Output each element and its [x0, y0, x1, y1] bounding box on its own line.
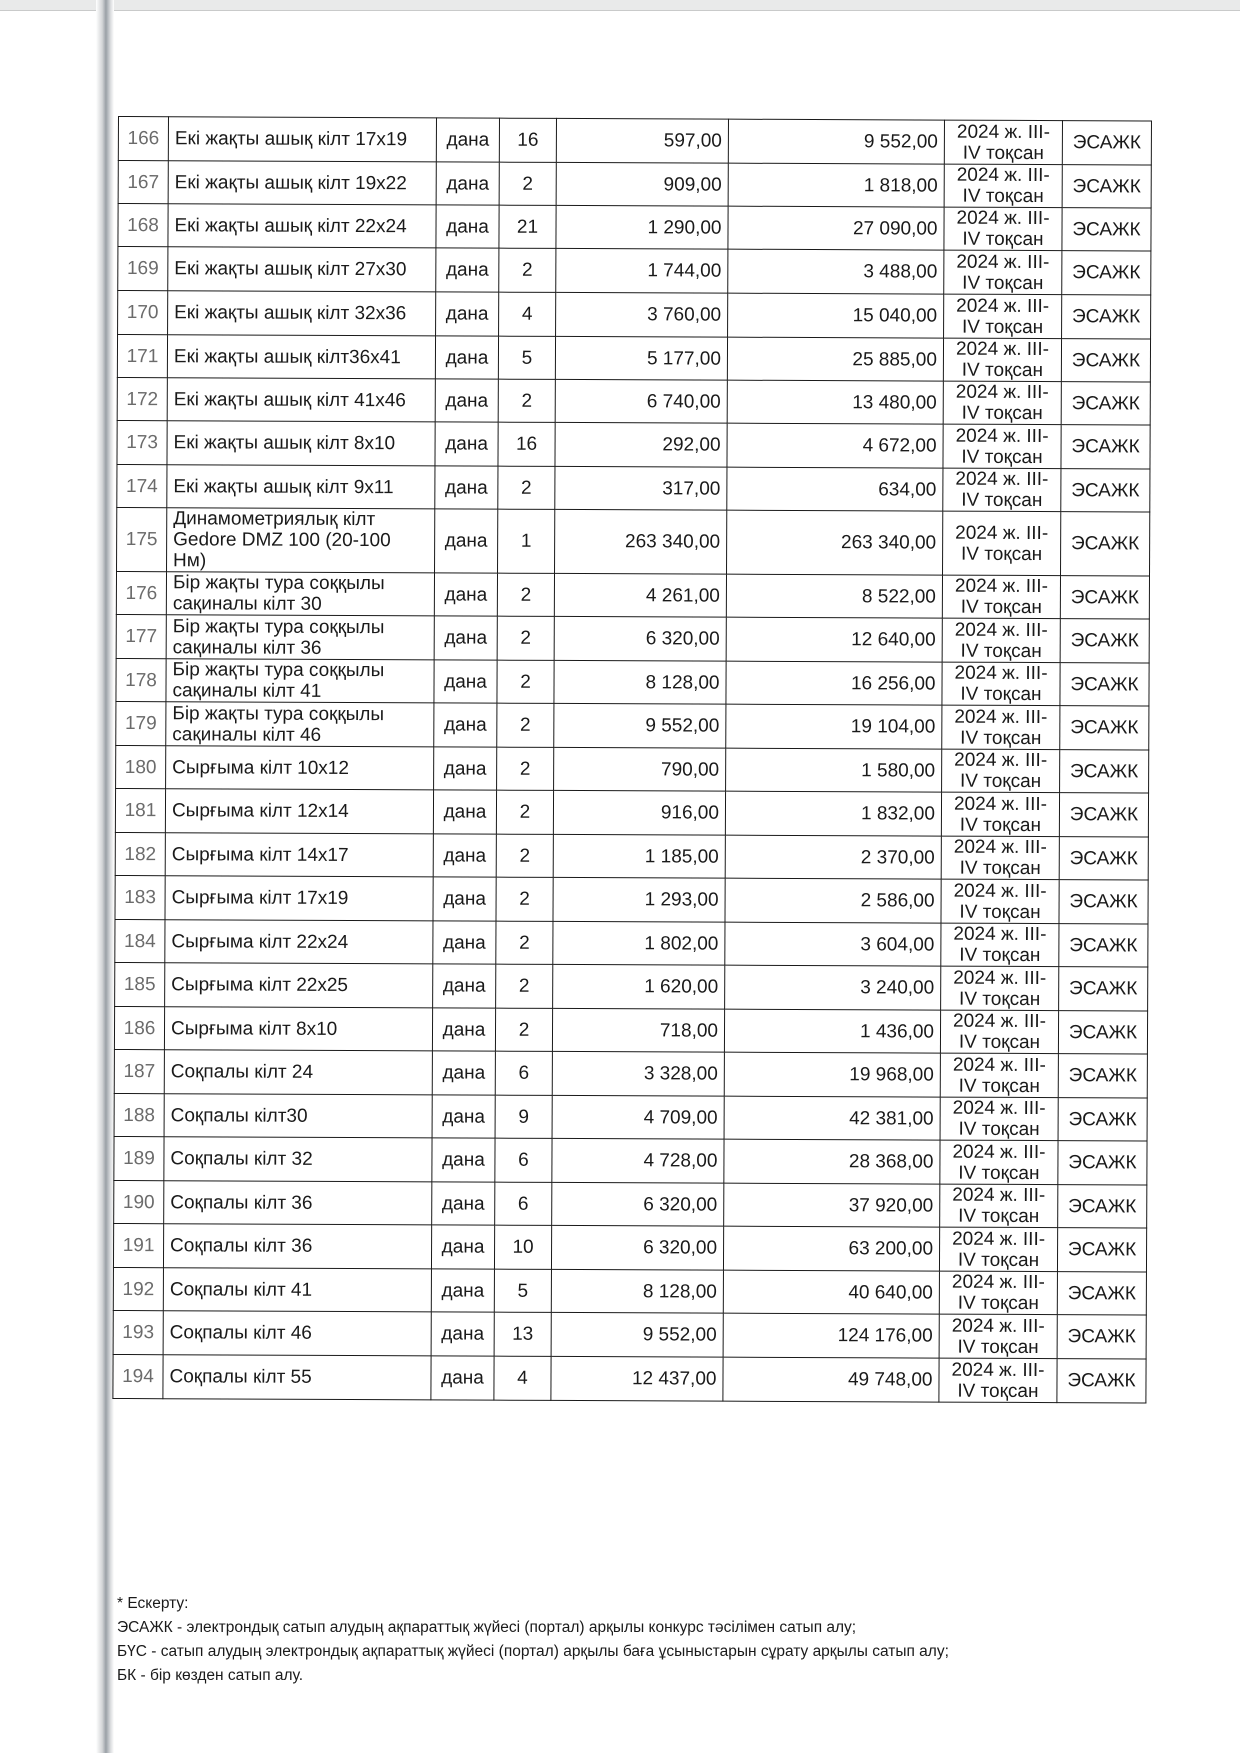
cell-sum: 1 580,00 — [726, 748, 942, 792]
cell-qty: 2 — [498, 466, 555, 509]
cell-sum: 124 176,00 — [723, 1313, 939, 1358]
cell-sum: 19 104,00 — [726, 704, 942, 749]
cell-sum: 28 368,00 — [724, 1139, 940, 1184]
cell-method: ЭСАЖК — [1060, 619, 1149, 663]
cell-method: ЭСАЖК — [1060, 706, 1149, 750]
cell-qty: 2 — [497, 747, 554, 790]
cell-price: 1 293,00 — [553, 877, 725, 922]
cell-period: 2024 ж. III-IV тоқсан — [942, 575, 1060, 619]
cell-period: 2024 ж. III-IV тоқсан — [939, 1358, 1057, 1403]
cell-price: 4 261,00 — [554, 573, 726, 617]
cell-qty: 5 — [494, 1269, 551, 1312]
cell-price: 6 320,00 — [551, 1225, 723, 1270]
cell-name: Бір жақты тура соққылы сақиналы кілт 46 — [166, 702, 434, 747]
cell-qty: 5 — [498, 336, 555, 379]
cell-unit: дана — [436, 292, 499, 336]
footnote-heading: * Ескерту: — [117, 1595, 189, 1612]
cell-price: 3 760,00 — [556, 292, 728, 337]
cell-num: 193 — [113, 1310, 163, 1354]
cell-sum: 63 200,00 — [723, 1226, 939, 1271]
cell-period: 2024 ж. III-IV тоқсан — [941, 966, 1059, 1011]
cell-price: 916,00 — [553, 790, 725, 835]
cell-unit: дана — [436, 162, 499, 205]
cell-num: 174 — [117, 464, 167, 507]
cell-period: 2024 ж. III-IV тоқсан — [943, 424, 1061, 469]
cell-method: ЭСАЖК — [1059, 880, 1148, 924]
cell-method: ЭСАЖК — [1058, 1185, 1147, 1228]
cell-qty: 2 — [496, 877, 553, 921]
cell-unit: дана — [434, 703, 497, 747]
cell-num: 191 — [113, 1223, 163, 1267]
cell-sum: 4 672,00 — [727, 423, 943, 468]
cell-name: Соқпалы кілт30 — [164, 1094, 432, 1138]
cell-price: 1 744,00 — [556, 248, 728, 293]
scan-binding-shadow — [96, 0, 114, 1753]
cell-sum: 3 488,00 — [728, 249, 944, 294]
cell-period: 2024 ж. III-IV тоқсан — [940, 1010, 1058, 1054]
table-row — [118, 117, 1151, 166]
cell-method: ЭСАЖК — [1059, 837, 1148, 880]
cell-name: Екі жақты ашық кілт 41х46 — [167, 378, 435, 422]
cell-name: Екі жақты ашық кілт 19х22 — [168, 161, 436, 205]
cell-method: ЭСАЖК — [1061, 425, 1150, 469]
cell-price: 12 437,00 — [551, 1356, 723, 1401]
cell-unit: дана — [435, 422, 498, 466]
table-row — [118, 247, 1151, 296]
cell-qty: 2 — [498, 379, 555, 422]
cell-period: 2024 ж. III-IV тоқсан — [942, 662, 1060, 706]
cell-name: Бір жақты тура соққылы сақиналы кілт 36 — [166, 615, 434, 660]
cell-sum: 3 240,00 — [725, 965, 941, 1010]
cell-num: 168 — [118, 204, 168, 247]
cell-method: ЭСАЖК — [1061, 382, 1150, 425]
cell-qty: 21 — [499, 205, 556, 248]
table-row — [116, 614, 1149, 663]
cell-qty: 4 — [494, 1356, 551, 1400]
cell-unit: дана — [431, 1269, 494, 1312]
cell-num: 179 — [116, 701, 166, 745]
cell-method: ЭСАЖК — [1061, 469, 1150, 512]
cell-period: 2024 ж. III-IV тоқсан — [942, 705, 1060, 750]
cell-period: 2024 ж. III-IV тоқсан — [942, 749, 1060, 793]
table-row — [115, 875, 1148, 924]
table-row — [114, 1136, 1147, 1185]
table-row — [114, 1006, 1147, 1054]
cell-sum: 9 552,00 — [728, 119, 944, 164]
table-body — [113, 117, 1152, 1403]
cell-sum: 263 340,00 — [727, 510, 943, 575]
cell-unit: дана — [435, 336, 498, 379]
cell-name: Соқпалы кілт 41 — [163, 1268, 431, 1312]
procurement-table — [112, 116, 1152, 1403]
cell-unit: дана — [433, 877, 496, 921]
table-row — [117, 335, 1150, 383]
cell-period: 2024 ж. III-IV тоқсан — [940, 1053, 1058, 1098]
cell-name: Екі жақты ашық кілт 32х36 — [168, 291, 436, 336]
cell-period: 2024 ж. III-IV тоқсан — [940, 1140, 1058, 1185]
table-row — [115, 832, 1148, 880]
cell-qty: 2 — [497, 573, 554, 616]
cell-sum: 16 256,00 — [726, 661, 942, 705]
cell-unit: дана — [434, 660, 497, 703]
cell-method: ЭСАЖК — [1062, 295, 1151, 339]
cell-period: 2024 ж. III-IV тоқсан — [942, 618, 1060, 663]
cell-name: Соқпалы кілт 24 — [164, 1050, 432, 1095]
cell-period: 2024 ж. III-IV тоқсан — [940, 1184, 1058, 1228]
footnotes — [117, 1592, 949, 1688]
cell-period: 2024 ж. III-IV тоқсан — [943, 511, 1061, 576]
cell-sum: 8 522,00 — [726, 574, 942, 618]
cell-name: Сырғыма кілт 14х17 — [165, 833, 433, 877]
cell-method: ЭСАЖК — [1058, 1141, 1147, 1185]
cell-price: 263 340,00 — [555, 509, 727, 574]
cell-sum: 40 640,00 — [723, 1270, 939, 1314]
cell-unit: дана — [435, 509, 498, 573]
cell-qty: 1 — [498, 509, 555, 573]
cell-sum: 1 436,00 — [724, 1009, 940, 1053]
cell-method: ЭСАЖК — [1060, 750, 1149, 793]
table-row — [113, 1310, 1146, 1359]
cell-name: Соқпалы кілт 36 — [163, 1224, 431, 1269]
cell-price: 718,00 — [552, 1008, 724, 1052]
cell-method: ЭСАЖК — [1062, 165, 1151, 208]
table-row — [118, 204, 1151, 252]
cell-method: ЭСАЖК — [1062, 121, 1151, 165]
cell-method: ЭСАЖК — [1058, 1054, 1147, 1098]
cell-num: 180 — [116, 745, 166, 788]
cell-sum: 27 090,00 — [728, 206, 944, 250]
cell-qty: 16 — [499, 118, 556, 162]
cell-num: 192 — [113, 1267, 163, 1310]
cell-num: 188 — [114, 1093, 164, 1136]
cell-qty: 6 — [495, 1051, 552, 1095]
table-row — [116, 745, 1149, 793]
cell-num: 169 — [118, 247, 168, 291]
cell-period: 2024 ж. III-IV тоқсан — [944, 120, 1062, 165]
cell-sum: 634,00 — [727, 467, 943, 511]
cell-num: 186 — [114, 1006, 164, 1049]
cell-price: 8 128,00 — [554, 660, 726, 704]
cell-qty: 2 — [497, 703, 554, 747]
cell-qty: 9 — [495, 1095, 552, 1138]
cell-name: Екі жақты ашық кілт 27х30 — [168, 247, 436, 292]
cell-period: 2024 ж. III-IV тоқсан — [939, 1314, 1057, 1359]
cell-name: Соқпалы кілт 46 — [163, 1311, 431, 1356]
cell-price: 4 709,00 — [552, 1095, 724, 1139]
cell-price: 1 185,00 — [553, 834, 725, 878]
footnote-line: БК - бір көзден сатып алу. — [117, 1667, 304, 1684]
cell-unit: дана — [433, 964, 496, 1008]
cell-sum: 1 818,00 — [728, 163, 944, 207]
cell-sum: 13 480,00 — [727, 380, 943, 424]
table-row — [116, 658, 1149, 706]
cell-period: 2024 ж. III-IV тоқсан — [944, 164, 1062, 208]
cell-method: ЭСАЖК — [1061, 512, 1150, 576]
table-row — [115, 788, 1148, 837]
cell-period: 2024 ж. III-IV тоқсан — [943, 338, 1061, 382]
cell-method: ЭСАЖК — [1058, 1011, 1147, 1054]
cell-unit: дана — [433, 921, 496, 964]
cell-period: 2024 ж. III-IV тоқсан — [941, 923, 1059, 967]
cell-unit: дана — [432, 1051, 495, 1095]
cell-period: 2024 ж. III-IV тоқсан — [939, 1227, 1057, 1272]
cell-unit: дана — [435, 379, 498, 422]
cell-unit: дана — [432, 1095, 495, 1138]
cell-price: 9 552,00 — [551, 1312, 723, 1357]
cell-period: 2024 ж. III-IV тоқсан — [944, 250, 1062, 295]
cell-unit: дана — [432, 1008, 495, 1051]
table-row — [117, 464, 1150, 512]
cell-name: Сырғыма кілт 10х12 — [166, 746, 434, 790]
cell-name: Бір жақты тура соққылы сақиналы кілт 30 — [166, 572, 434, 616]
cell-num: 182 — [115, 832, 165, 875]
table-row — [116, 701, 1149, 750]
cell-price: 1 620,00 — [553, 964, 725, 1009]
cell-method: ЭСАЖК — [1062, 208, 1151, 251]
cell-unit: дана — [432, 1138, 495, 1182]
cell-num: 177 — [116, 614, 166, 658]
cell-period: 2024 ж. III-IV тоқсан — [944, 207, 1062, 251]
cell-qty: 2 — [499, 248, 556, 292]
cell-period: 2024 ж. III-IV тоқсан — [943, 468, 1061, 512]
cell-num: 172 — [117, 377, 167, 420]
cell-unit: дана — [431, 1225, 494, 1269]
cell-period: 2024 ж. III-IV тоқсан — [943, 381, 1061, 425]
cell-qty: 2 — [496, 964, 553, 1008]
cell-unit: дана — [434, 573, 497, 616]
cell-method: ЭСАЖК — [1062, 251, 1151, 295]
cell-period: 2024 ж. III-IV тоқсан — [940, 1097, 1058, 1141]
cell-price: 3 328,00 — [552, 1051, 724, 1096]
cell-name: Екі жақты ашық кілт 22х24 — [168, 204, 436, 248]
cell-num: 171 — [117, 335, 167, 378]
cell-name: Екі жақты ашық кілт 9х11 — [167, 465, 435, 509]
cell-unit: дана — [436, 118, 499, 162]
table-row — [117, 420, 1150, 469]
cell-num: 184 — [115, 919, 165, 962]
cell-qty: 2 — [496, 921, 553, 964]
cell-name: Соқпалы кілт 55 — [163, 1355, 431, 1400]
cell-method: ЭСАЖК — [1061, 339, 1150, 382]
footnote-line: ЭСАЖК - электрондық сатып алудың ақпараттық жүйесі (портал) арқылы конкурс тәсілімен сатып алу; — [117, 1619, 857, 1636]
cell-price: 6 320,00 — [552, 1182, 724, 1226]
cell-num: 190 — [114, 1180, 164, 1223]
cell-sum: 19 968,00 — [724, 1052, 940, 1097]
cell-num: 187 — [114, 1049, 164, 1093]
cell-qty: 2 — [499, 162, 556, 205]
cell-num: 178 — [116, 658, 166, 701]
cell-method: ЭСАЖК — [1059, 793, 1148, 837]
cell-price: 9 552,00 — [554, 703, 726, 748]
footnote-line: БҮС - сатып алудың электрондық ақпараттық жүйесі (портал) арқылы баға ұсыныстарын сұрату арқылы сатып алу; — [117, 1643, 949, 1660]
cell-name: Сырғыма кілт 22х24 — [165, 920, 433, 964]
table-row — [115, 919, 1148, 967]
cell-name: Соқпалы кілт 36 — [164, 1181, 432, 1225]
cell-unit: дана — [431, 1312, 494, 1356]
cell-price: 292,00 — [555, 422, 727, 467]
cell-name: Сырғыма кілт 8х10 — [164, 1007, 432, 1051]
cell-sum: 12 640,00 — [726, 617, 942, 662]
cell-sum: 49 748,00 — [723, 1357, 939, 1402]
table-row — [113, 1267, 1146, 1315]
table-row — [116, 571, 1149, 619]
cell-name: Сырғыма кілт 22х25 — [165, 963, 433, 1008]
table-row — [118, 161, 1151, 209]
cell-num: 173 — [117, 420, 167, 464]
cell-sum: 15 040,00 — [728, 293, 944, 338]
cell-price: 4 728,00 — [552, 1138, 724, 1183]
cell-num: 181 — [115, 788, 165, 832]
cell-sum: 25 885,00 — [727, 337, 943, 381]
cell-num: 194 — [113, 1354, 163, 1398]
table-row — [114, 1093, 1147, 1141]
cell-sum: 2 370,00 — [725, 835, 941, 879]
cell-unit: дана — [436, 248, 499, 292]
cell-num: 175 — [117, 507, 167, 571]
cell-name: Соқпалы кілт 32 — [164, 1137, 432, 1182]
cell-price: 5 177,00 — [555, 336, 727, 380]
cell-price: 790,00 — [554, 747, 726, 791]
cell-qty: 13 — [494, 1312, 551, 1356]
cell-name: Сырғыма кілт 12х14 — [165, 789, 433, 834]
cell-name: Бір жақты тура соққылы сақиналы кілт 41 — [166, 659, 434, 703]
cell-num: 189 — [114, 1136, 164, 1180]
cell-sum: 37 920,00 — [724, 1183, 940, 1227]
cell-sum: 2 586,00 — [725, 878, 941, 923]
cell-price: 8 128,00 — [551, 1269, 723, 1313]
table-row — [117, 507, 1150, 576]
cell-qty: 6 — [495, 1182, 552, 1225]
cell-qty: 10 — [494, 1225, 551, 1269]
table-row — [113, 1354, 1146, 1403]
cell-method: ЭСАЖК — [1057, 1315, 1146, 1359]
cell-num: 170 — [118, 291, 168, 335]
cell-unit: дана — [433, 834, 496, 877]
cell-period: 2024 ж. III-IV тоқсан — [941, 836, 1059, 880]
cell-num: 185 — [115, 962, 165, 1006]
table-row — [118, 291, 1151, 340]
table-row — [113, 1223, 1146, 1272]
cell-unit: дана — [436, 205, 499, 248]
cell-method: ЭСАЖК — [1057, 1359, 1146, 1403]
table-row — [114, 1049, 1147, 1098]
cell-sum: 3 604,00 — [725, 922, 941, 966]
cell-name: Екі жақты ашық кілт 8х10 — [167, 421, 435, 466]
cell-method: ЭСАЖК — [1060, 576, 1149, 619]
cell-qty: 2 — [496, 834, 553, 877]
cell-period: 2024 ж. III-IV тоқсан — [941, 879, 1059, 924]
cell-name: Динамометриялық кілт Gedore DMZ 100 (20-100 Нм) — [167, 508, 435, 573]
cell-name: Екі жақты ашық кілт36х41 — [167, 335, 435, 379]
cell-qty: 2 — [497, 616, 554, 660]
cell-qty: 2 — [496, 790, 553, 834]
cell-num: 167 — [118, 161, 168, 204]
cell-name: Екі жақты ашық кілт 17х19 — [168, 117, 436, 162]
cell-method: ЭСАЖК — [1059, 967, 1148, 1011]
cell-unit: дана — [435, 466, 498, 509]
cell-unit: дана — [431, 1356, 494, 1400]
cell-unit: дана — [434, 616, 497, 660]
table-row — [115, 962, 1148, 1011]
table-row — [114, 1180, 1147, 1228]
cell-method: ЭСАЖК — [1058, 1098, 1147, 1141]
cell-sum: 1 832,00 — [725, 791, 941, 836]
scan-top-edge — [0, 0, 1240, 11]
cell-method: ЭСАЖК — [1057, 1228, 1146, 1272]
cell-unit: дана — [433, 790, 496, 834]
cell-method: ЭСАЖК — [1057, 1272, 1146, 1315]
cell-price: 6 740,00 — [555, 379, 727, 423]
cell-price: 597,00 — [556, 118, 728, 163]
cell-num: 176 — [116, 571, 166, 614]
cell-name: Сырғыма кілт 17х19 — [165, 876, 433, 921]
cell-period: 2024 ж. III-IV тоқсан — [939, 1271, 1057, 1315]
cell-qty: 4 — [499, 292, 556, 336]
cell-qty: 6 — [495, 1138, 552, 1182]
cell-price: 909,00 — [556, 162, 728, 206]
cell-period: 2024 ж. III-IV тоқсан — [941, 792, 1059, 837]
cell-qty: 16 — [498, 422, 555, 466]
cell-price: 1 802,00 — [553, 921, 725, 965]
cell-method: ЭСАЖК — [1059, 924, 1148, 967]
cell-unit: дана — [432, 1182, 495, 1225]
cell-method: ЭСАЖК — [1060, 663, 1149, 706]
cell-sum: 42 381,00 — [724, 1096, 940, 1140]
cell-price: 1 290,00 — [556, 205, 728, 249]
cell-period: 2024 ж. III-IV тоқсан — [944, 294, 1062, 339]
cell-qty: 2 — [495, 1008, 552, 1051]
cell-unit: дана — [434, 747, 497, 790]
table-row — [117, 377, 1150, 425]
cell-price: 317,00 — [555, 466, 727, 510]
cell-num: 166 — [118, 117, 168, 161]
cell-num: 183 — [115, 875, 165, 919]
cell-price: 6 320,00 — [554, 616, 726, 661]
cell-qty: 2 — [497, 660, 554, 703]
